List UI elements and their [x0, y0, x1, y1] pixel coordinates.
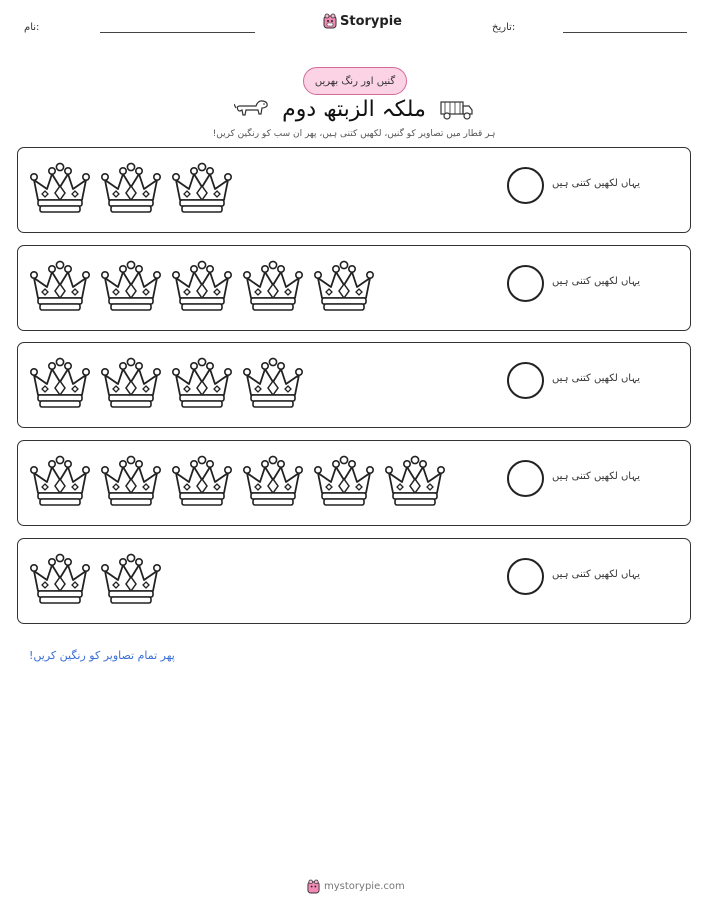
crown-icon	[243, 455, 303, 511]
crown-icon	[314, 260, 374, 316]
answer-label: یہاں لکھیں کتنی ہیں	[552, 471, 640, 482]
answer-circle[interactable]	[507, 460, 544, 497]
storypie-logo-icon	[323, 13, 337, 29]
brand-name: Storypie	[340, 13, 402, 29]
name-label: نام:	[24, 22, 40, 33]
count-row	[17, 440, 691, 526]
crown-icon	[172, 260, 232, 316]
answer-circle[interactable]	[507, 558, 544, 595]
crown-icon	[101, 553, 161, 609]
date-label: تاریخ:	[492, 22, 516, 33]
count-row	[17, 342, 691, 428]
subtitle-pill: گنیں اور رنگ بھریں	[303, 67, 407, 95]
crown-group	[30, 441, 456, 525]
storypie-logo-icon	[307, 879, 320, 894]
crown-group	[30, 246, 385, 330]
instructions: ہر قطار میں تصاویر کو گنیں، لکھیں کتنی ہیں، پھر ان سب کو رنگین کریں!	[212, 129, 496, 139]
crown-icon	[30, 553, 90, 609]
truck-icon	[438, 96, 474, 122]
crown-icon	[30, 260, 90, 316]
brand-logo	[323, 13, 402, 29]
crown-icon	[243, 260, 303, 316]
crown-icon	[101, 357, 161, 413]
crown-group	[30, 148, 243, 232]
title-row	[200, 91, 508, 127]
name-write-line[interactable]	[100, 32, 255, 33]
count-row	[17, 147, 691, 233]
crown-group	[30, 343, 314, 427]
count-row	[17, 538, 691, 624]
crown-icon	[243, 357, 303, 413]
crown-icon	[101, 455, 161, 511]
crown-icon	[30, 357, 90, 413]
crown-icon	[385, 455, 445, 511]
answer-label: یہاں لکھیں کتنی ہیں	[552, 569, 640, 580]
answer-label: یہاں لکھیں کتنی ہیں	[552, 178, 640, 189]
crown-icon	[101, 260, 161, 316]
dog-icon	[234, 96, 270, 122]
page-title: ملکہ الزبتھ دوم	[282, 96, 426, 122]
crown-icon	[314, 455, 374, 511]
date-write-line[interactable]	[563, 32, 687, 33]
answer-circle[interactable]	[507, 362, 544, 399]
footer-brand	[307, 879, 405, 894]
answer-label: یہاں لکھیں کتنی ہیں	[552, 373, 640, 384]
footer-instruction: پھر تمام تصاویر کو رنگین کریں!	[29, 649, 175, 662]
footer-url[interactable]: mystorypie.com	[324, 881, 405, 892]
crown-icon	[172, 455, 232, 511]
crown-group	[30, 539, 172, 623]
answer-label: یہاں لکھیں کتنی ہیں	[552, 276, 640, 287]
crown-icon	[30, 162, 90, 218]
crown-icon	[172, 357, 232, 413]
answer-circle[interactable]	[507, 265, 544, 302]
count-row	[17, 245, 691, 331]
crown-icon	[172, 162, 232, 218]
answer-circle[interactable]	[507, 167, 544, 204]
crown-icon	[101, 162, 161, 218]
crown-icon	[30, 455, 90, 511]
